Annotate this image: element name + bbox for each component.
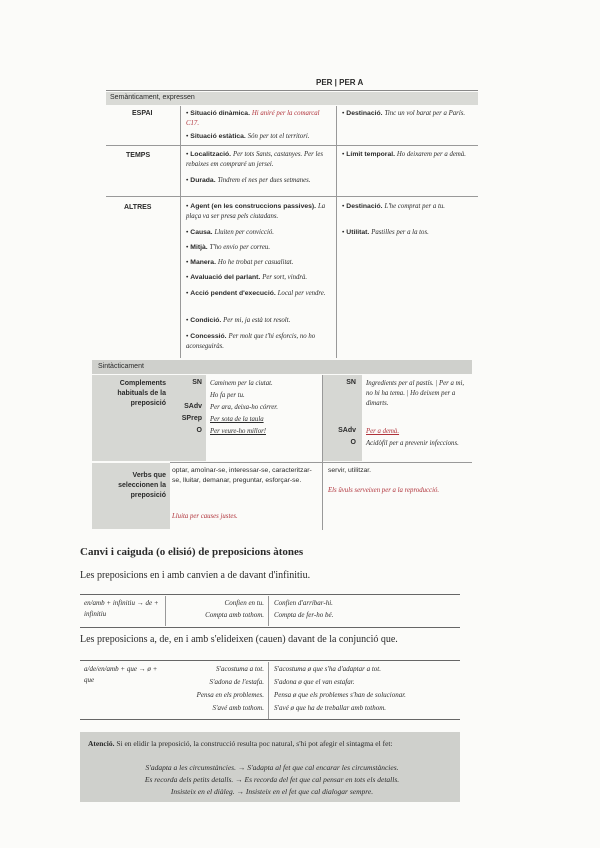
semantic-band	[106, 92, 478, 105]
note-line-3: Insisteix en el diàleg. → Insisteix en el fet que cal dialogar sempre.	[170, 787, 374, 796]
column-divider	[322, 375, 323, 530]
altres-per-2: • Causa. Lluiten per convicció.	[186, 229, 274, 236]
altres-pera-2: • Utilitat. Pastilles per a la tos.	[342, 229, 429, 236]
espai-pera-1: • Destinació. Tinc un vol barat per a París.	[342, 110, 466, 117]
rule-line	[80, 719, 460, 720]
syntactic-band	[92, 360, 472, 374]
row-divider	[106, 145, 478, 146]
per-row-5: Per veure-ho millor!	[210, 428, 266, 435]
verbs-pera: servir, utilitzar.	[328, 467, 372, 474]
verbs-pera-example: Els ûvuls serveixen per a la reproducció.	[328, 487, 440, 494]
note-line-2: Es recorda dels petits detalls. → Es recorda del fet que cal pensar en tots els detalls.	[144, 775, 400, 784]
tag-o-pera: O	[350, 439, 356, 446]
ex2-left-1: S'acostuma a tot.	[216, 665, 264, 673]
syntactic-band-label: Sintàcticament	[98, 363, 144, 370]
complements-label-cell	[92, 375, 170, 461]
ex2-right-1: S'acostuma ø que s'ha d'adaptar a tot.	[274, 665, 381, 673]
pera-row-3: Acidòfil per a prevenir infeccions.	[366, 440, 459, 447]
row-divider	[106, 196, 478, 197]
ex2-left-4: S'avé amb tothom.	[212, 704, 264, 712]
ex2-left-3: Pensa en els problemes.	[196, 691, 264, 699]
altres-per-3: • Mitjà. T'ho envio per correu.	[186, 244, 271, 251]
altres-per-1: • Agent (en les construccions passives). La plaça va ser presa pels ciutadans.	[186, 203, 326, 220]
ex1-right-2: Compta de fer-ho bé.	[274, 611, 334, 619]
altres-per-7: • Condició. Per mi, ja està tot resolt.	[186, 317, 291, 324]
note-body: Si en elidir la preposició, la construcció resulta poc natural, s'hi pot afegir el sintagma el fet:	[116, 739, 393, 748]
per-row-1: Caminem per la ciutat.	[210, 380, 273, 387]
category-espai: ESPAI	[132, 110, 153, 117]
ex2-right-2: S'adona ø que el van estafar.	[274, 678, 355, 686]
verbs-per: optar, amoïnar-se, interessar-se, caracteritzar-se, lluitar, demanar, preguntar, esforçar-se.	[172, 467, 312, 484]
ex1-left-1: Confien en tu.	[224, 599, 264, 607]
altres-per-4: • Manera. Ho he trobat per casualitat.	[186, 259, 294, 266]
complements-label: Complements habituals de la preposició	[117, 380, 166, 407]
pera-row-2: Per a demà.	[366, 428, 400, 435]
altres-per-5: • Avaluació del parlant. Per sort, vindrà.	[186, 274, 308, 281]
note-line-1: S'adapta a les circumstàncies. → S'adapta al fet que cal encarar les circumstàncies.	[145, 763, 399, 772]
tag-sprep: SPrep	[181, 415, 202, 422]
per-row-3: Per ara, deixa-ho córrer.	[210, 404, 278, 411]
tags-cell-pera	[322, 375, 362, 461]
altres-pera-1: • Destinació. L'he comprat per a tu.	[342, 203, 445, 210]
column-divider	[336, 106, 337, 358]
temps-per-1: • Localització. Per tots Sants, castanyes. Per les rebaixes em compraré un jersei.	[186, 151, 324, 168]
ex2-left-2: S'adona de l'estafa.	[209, 678, 264, 686]
ex2-right-4: S'avé ø que ha de treballar amb tothom.	[274, 704, 387, 712]
espai-per-1: • Situació dinàmica. Hi aniré per la comarcal C17.	[186, 110, 320, 127]
tag-sadv: SAdv	[184, 403, 202, 410]
column-divider	[180, 106, 181, 358]
note-box	[80, 732, 460, 802]
category-temps: TEMPS	[126, 152, 151, 159]
ex1-left-2: Compta amb tothom.	[205, 611, 264, 619]
semantic-band-label: Semànticament, expressen	[110, 94, 195, 101]
column-divider	[268, 662, 269, 720]
rule-1: en/amb + infinitiu → de + infinitiu	[84, 599, 159, 618]
intro-2: Les preposicions a, de, en i amb s'elideixen (cauen) davant de la conjunció que.	[80, 634, 398, 645]
per-row-4: Per sota de la taula	[210, 416, 264, 423]
rule-2: a/de/en/amb + que → ø + que	[84, 665, 158, 684]
column-divider	[165, 596, 166, 626]
verbs-label-cell	[92, 463, 170, 529]
rule-line	[80, 660, 460, 661]
altres-per-6: • Acció pendent d'execució. Local per vendre.	[186, 290, 326, 297]
table-title: PER | PER A	[316, 78, 364, 87]
temps-per-2: • Durada. Tindrem el nes per dues setmanes.	[186, 177, 311, 184]
tag-sn: SN	[192, 379, 202, 386]
note-intro	[88, 738, 456, 749]
ex1-right-1: Confien d'arribar-hi.	[274, 599, 333, 607]
section-heading: Canvi i caiguda (o elisió) de preposicions àtones	[80, 546, 304, 558]
tag-o: O	[196, 427, 202, 434]
rule-line	[80, 627, 460, 628]
ex2-right-3: Pensa ø que els problemes s'han de solucionar.	[274, 691, 406, 699]
table-title-bar	[106, 76, 478, 91]
tag-sn-pera: SN	[346, 379, 356, 386]
column-divider	[268, 596, 269, 626]
verbs-label: Verbs que seleccionen la preposició	[118, 472, 166, 499]
note-lead: Atenció.	[88, 739, 115, 748]
rule-line	[80, 594, 460, 595]
tag-sadv-pera: SAdv	[338, 427, 356, 434]
espai-per-2: • Situació estàtica. Són per tot el territori.	[186, 133, 310, 140]
temps-pera-1: • Límit temporal. Ho deixarem per a demà.	[342, 151, 466, 158]
pera-row-1: Ingredients per al pastís. | Per a mi, no hi ha tema. | Ho deixem per a dimarts.	[366, 380, 465, 407]
verbs-per-example: Lluita per causes justes.	[172, 513, 238, 520]
row-divider	[170, 462, 472, 463]
altres-per-8: • Concessió. Per molt que t'hi esforcis, no ho aconseguiràs.	[186, 333, 316, 350]
per-row-2: Ho fa per tu.	[210, 392, 245, 399]
intro-1: Les preposicions en i amb canvien a de davant d'infinitiu.	[80, 570, 311, 581]
category-altres: ALTRES	[124, 204, 152, 211]
